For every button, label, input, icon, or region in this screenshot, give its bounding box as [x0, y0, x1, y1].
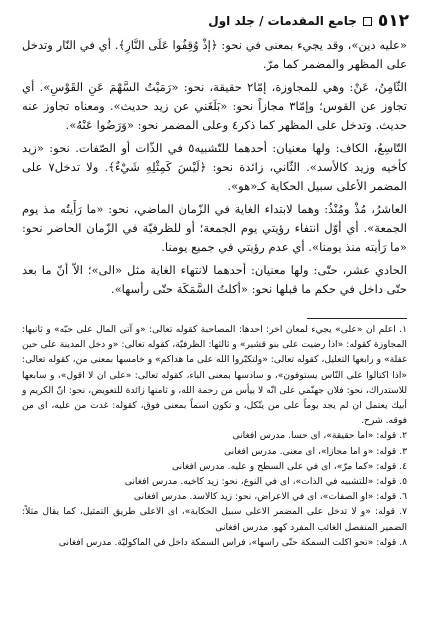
paragraph-tenth-mudh-mundhu: العاشرُ، مُذْ ومُنْذُ: وهما لابتداء الغاية في الزّمان الماضي، نحو: «ما رَأَيتُه مذ يوم الجمعة». أي أوّل انتفاء رؤيتي يوم الجمعة؛ أو للظرفيّة في الزّمان الحاضر نحو: «ما رَأيته منذ يومنا». أي عدم رؤيتي في جميع يومنا. [22, 202, 407, 254]
paragraph-ninth-kaf: التّاسِعُ، الكاف: ولها معنيان: أحدهما للتّشبيه٥ في الذّات أو الصّفات. نحو: «زيد كأخيه وزيد كالأسد». الثّاني، زائدة نحو: ﴿لَيْسَ كَمِثْلِهِ شَيْءٌ﴾. ولا تدخل٧ على المضمر الأعلى سبيل الحكاية كـ«هو». [22, 141, 407, 193]
page-number: ٥١٢ [377, 11, 409, 31]
footnote-5: ٥. قوله: «للتشبيه في الذات»، اى في النوع، نحو: زيد كاخيه. مدرس افغانى [124, 476, 407, 488]
running-title: جامع المقدمات / جلد اول [208, 14, 357, 28]
paragraph-eleventh-hatta: الحادي عشر، حتّى: ولها معنيان: أحدهما لانتهاء الغاية مثل «الى»؛ الاّ أنّ ما بعد حتّى داخل في حكم ما قبلها نحو: «أكلتُ السَّمَكَة حتّى رأسها». [22, 263, 407, 296]
footnote-8: ٨. قوله: «نحو اكلت السمكة حتّى راسها»، فراس السمكة داخل في الماكوليّة. مدرس افغانى [58, 536, 407, 548]
footnote-4: ٤. قوله: «كما مرّ»، اى في على السطح و عليه. مدرس افغانى [172, 460, 407, 472]
footnote-2: ٢. قوله: «اما حقيقة»، اى حسا. مدرس افغانى [232, 430, 407, 442]
footnote-7: ٧. قوله: «و لا تدخل على المضمر الاعلى سبيل الحكاية»، اى الاعلى طريق التمثيل، كما يقال مثلاً: الضمير المنفصل الغائب المفرد كهو. مدرس افغانى [22, 506, 407, 533]
footnotes-section [22, 322, 407, 550]
paragraph-eighth-an: الثّامِنُ، عَنْ: وهي للمجاوزة، إمّا٢ حقيقة، نحو: «رَمَيْتُ السَّهْمَ عَنِ القَوْسِ». أي تجاوز عن القوس؛ وإمّا٣ مجازاً نحو: «بَلَغَني عن زيد حديث». ومعناه تجاوز عنه حديث. وتدخل على المظهر كما ذكر٤ وعلى المضمر نحو: «وَرَضُوا عَنْهُ». [22, 80, 407, 132]
footnote-1: ١. اعلم ان «على» يجيء لمعان اخر: احدها: المصاحبة كقوله تعالى: «و آتى المال على حبّه» و ثانيها: المجاوزة كقوله: «اذا رضيت على بنو قشير» و ثالثها: الظرفيّة، كقوله تعالى: «و دخل المدينة على حين غفلة» و رابعها التعليل، كقوله تعالى: «ولتكبّروا الله على ما هداكم» و خامسها بمعنى من، كقوله تعالى: «اذا اكتالوا على النّاس يستوفون»، و سادسها بمعنى الباء، كقوله تعالى: «على ان لا اقول»، و سابعها للاستدراك، نحو: فلان جهنّمي على انّه لا ييأس من رحمة الله، و ثامنها زائدة للتعويض، نحو: انّ الكريم و أبيك يعتمل ان لم يجد يوماً على من يتّكل، و تكون اسماً بمعنى فوق، كقوله: غدت من عليه، اى من فوقه. شرح. [22, 324, 407, 427]
page-header [20, 10, 409, 32]
main-text [22, 36, 407, 303]
paragraph-on-ala-continued: «عليه دين»، وقد يجيء بمعنى في نحو: ﴿إذْ وُقِفُوا عَلَى النَّارِ﴾. أي في النّار وتدخل على المظهر والمضمر كما مرّ. [22, 38, 407, 71]
footnote-6: ٦. قوله: «او الصفات»، اى في الاعراض، نحو: زيد كالاسد. مدرس افغانى [133, 491, 407, 503]
footnote-divider [307, 318, 407, 319]
footnote-3: ٣. قوله: «و اما مجازا»، اى معنى. مدرس افغانى [224, 445, 407, 457]
square-ornament-icon [363, 17, 372, 26]
